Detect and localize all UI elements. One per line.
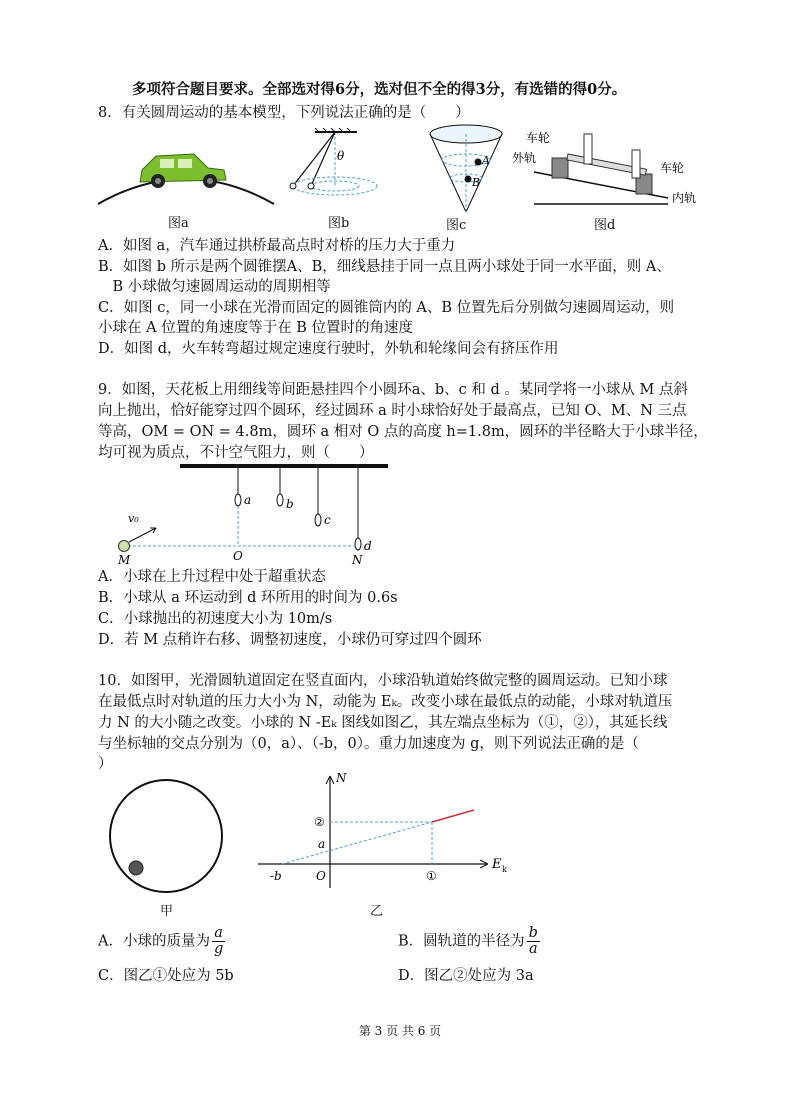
q10-option-a: A．小球的质量为 $\frac{a}{g}$	[98, 925, 224, 957]
figure-c-caption: 图c	[446, 218, 467, 233]
q8-option-d: D．如图 d，火车转弯超过规定速度行驶时，外轨和轮缘间会有挤压作用	[98, 341, 559, 357]
q9-stem-line3: 等高，OM = ON = 4.8m，圆环 a 相对 O 点的高度 h=1.8m，圆环的半径略大于小球半径，	[98, 424, 708, 440]
figure-jia-circular-track	[104, 778, 232, 902]
svg-text:外轨: 外轨	[512, 151, 537, 165]
q9-stem-line1: 9．如图，天花板上用细线等间距悬挂四个小圆环a、b、c 和 d 。某同学将一小球从 M 点斜	[98, 382, 688, 398]
svg-text:车轮: 车轮	[660, 161, 685, 175]
figure-a-car-bridge	[96, 132, 276, 212]
section-instruction: 多项符合题目要求。全部选对得6分，选对但不全的得3分，有选错的得0分。	[132, 81, 627, 98]
svg-text:N: N	[336, 771, 347, 785]
q9-option-b: B．小球从 a 环运动到 d 环所用的时间为 0.6s	[98, 590, 398, 606]
q10-stem-line5: ）	[98, 756, 113, 772]
q10-stem-line2: 在最低点时对轨道的压力大小为 N，动能为 Eₖ。改变小球在最低点的动能，小球对轨道压	[98, 694, 673, 710]
q8-option-c: C．如图 c，同一小球在光滑而固定的圆锥筒内的 A、B 位置先后分别做匀速圆周运动，则	[98, 300, 675, 316]
q9-option-a: A．小球在上升过程中处于超重状态	[98, 569, 326, 585]
svg-text:车轮: 车轮	[526, 131, 551, 145]
q8-option-b: B．如图 b 所示是两个圆锥摆A、B，细线悬挂于同一点且两小球处于同一水平面，则 A、	[98, 259, 671, 275]
figure-b-caption: 图b	[328, 216, 350, 231]
page-footer: 第 3 页 共 6 页	[358, 1024, 442, 1038]
svg-text:O: O	[233, 549, 243, 563]
svg-text:A: A	[482, 154, 490, 167]
svg-text:N: N	[352, 553, 363, 567]
q10-stem-line4: 与坐标轴的交点分别为（0，a）、（-b，0）。重力加速度为 g，则下列说法正确的是（	[98, 736, 639, 752]
figure-yi-n-ek-graph	[252, 768, 522, 894]
q8-stem: 8．有关圆周运动的基本模型，下列说法正确的是（ ）	[98, 105, 470, 121]
svg-text:a: a	[318, 837, 326, 851]
q10-stem-line3: 力 N 的大小随之改变。小球的 N -Eₖ 图线如图乙，其左端点坐标为（①，②），其延长线	[98, 715, 668, 731]
q10-option-d: D．图乙②处应为 3a	[398, 968, 534, 984]
q9-option-d: D．若 M 点稍许右移、调整初速度，小球仍可穿过四个圆环	[98, 632, 482, 648]
svg-text:B: B	[472, 176, 481, 189]
q10-option-c: C．图乙①处应为 5b	[98, 968, 234, 984]
svg-text:M: M	[118, 553, 131, 567]
car-icon	[140, 154, 226, 188]
figure-c-cone	[420, 122, 512, 216]
svg-text:b: b	[286, 497, 294, 511]
q10-stem-line1: 10．如图甲，光滑圆轨道固定在竖直面内，小球沿轨道始终做完整的圆周运动。已知小球	[98, 673, 668, 689]
svg-text:E: E	[492, 857, 502, 872]
q10-option-b: B．圆轨道的半径为 $\frac{b}{a}$	[398, 925, 538, 957]
svg-text:②: ②	[314, 815, 325, 829]
svg-text:v₀: v₀	[128, 512, 139, 525]
q9-stem-line4: 均可视为质点，不计空气阻力，则（ ）	[98, 445, 374, 461]
q9-option-c: C．小球抛出的初速度大小为 10m/s	[98, 611, 333, 627]
theta-label: θ	[337, 149, 345, 163]
svg-text:O: O	[316, 869, 326, 883]
figure-d-train-track	[508, 128, 708, 212]
svg-text:内轨: 内轨	[672, 191, 697, 205]
figure-b-conical-pendulum	[285, 128, 400, 212]
figure-d-caption: 图d	[594, 218, 616, 233]
figure-jia-caption: 甲	[160, 904, 174, 919]
figure-a-caption: 图a	[168, 216, 189, 231]
figure-q9-rings	[110, 460, 400, 572]
figure-yi-caption: 乙	[370, 904, 384, 919]
q8-option-c-cont: 小球在 A 位置的角速度等于在 B 位置时的角速度	[98, 320, 414, 336]
svg-text:a: a	[244, 493, 252, 507]
svg-text:d: d	[364, 539, 372, 553]
q8-option-a: A．如图 a，汽车通过拱桥最高点时对桥的压力大于重力	[98, 238, 456, 254]
svg-text:c: c	[324, 513, 331, 527]
svg-text:k: k	[502, 865, 507, 874]
svg-text:-b: -b	[270, 869, 282, 883]
svg-text:①: ①	[426, 869, 437, 883]
q9-stem-line2: 向上抛出，恰好能穿过四个圆环，经过圆环 a 时小球恰好处于最高点，已知 O、M、N 三点	[98, 403, 687, 419]
q8-option-b-cont: B 小球做匀速圆周运动的周期相等	[98, 279, 331, 295]
